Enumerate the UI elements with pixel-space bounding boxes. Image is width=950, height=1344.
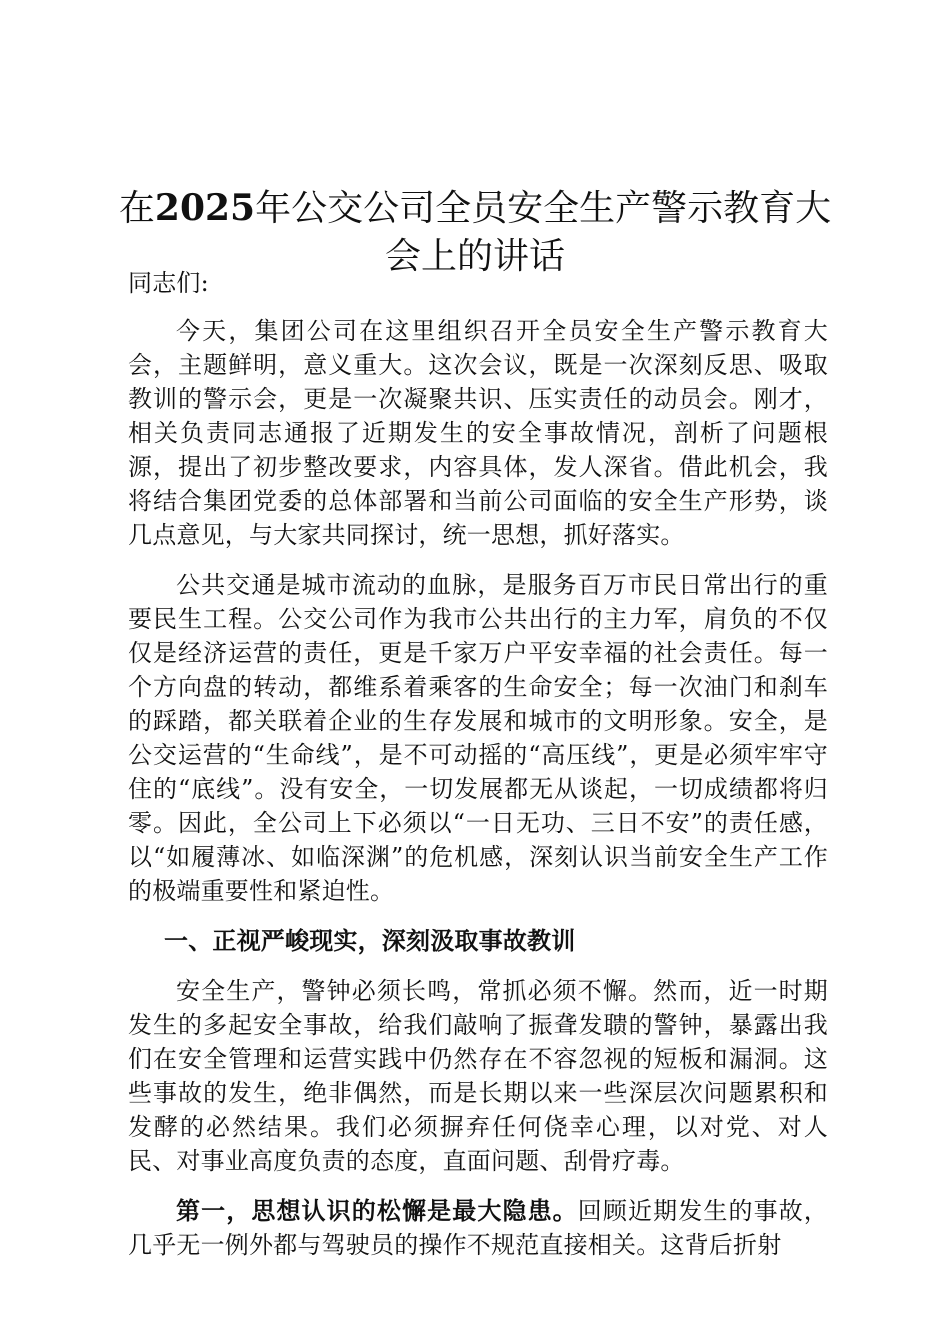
paragraph-point-one <box>128 1194 828 1262</box>
title-prefix: 在 <box>118 188 155 230</box>
paragraph-section-intro: 安全生产，警钟必须长鸣，常抓必须不懈。然而，近一时期发生的多起安全事故，给我们敲响了振聋发聩的警钟，暴露出我们在安全管理和运营实践中仍然存在不容忽视的短板和漏洞。这些事故的发生，绝非偶然，而是长期以来一些深层次问题累积和发酵的必然结果。我们必须摒弃任何侥幸心理，以对党、对人民、对事业高度负责的态度，直面问题、刮骨疗毒。 <box>128 977 828 1175</box>
paragraph-public-transit: 公共交通是城市流动的血脉，是服务百万市民日常出行的重要民生工程。公交公司作为我市公共出行的主力军，肩负的不仅仅是经济运营的责任，更是千家万户平安幸福的社会责任。每一个方向盘的转动，都维系着乘客的生命安全；每一次油门和刹车的踩踏，都关联着企业的生存发展和城市的文明形象。安全，是公交运营的“生命线”，是不可动摇的“高压线”，更是必须牢牢守住的“底线”。没有安全，一切发展都无从谈起，一切成绩都将归零。因此，全公司上下必须以“一日无功、三日不安”的责任感，以“如履薄冰、如临深渊”的危机感，深刻认识当前安全生产工作的极端重要性和紧迫性。 <box>128 571 828 905</box>
point-lead: 第一，思想认识的松懈是最大隐患。 <box>176 1196 578 1225</box>
greeting: 同志们: <box>128 269 209 297</box>
title-rest: 年公交公司全员安全生产警示教育大会上的讲话 <box>255 188 832 278</box>
section-heading: 一、正视严峻现实，深刻汲取事故教训 <box>164 926 576 955</box>
title-year: 2025 <box>154 187 256 230</box>
point-text: 回顾近期发生的事故，几乎无一例外都与驾驶员的操作不规范直接相关。这背后折射 <box>128 1197 829 1259</box>
document-body <box>128 266 828 1278</box>
paragraph-opening: 今天，集团公司在这里组织召开全员安全生产警示教育大会，主题鲜明，意义重大。这次会议，既是一次深刻反思、吸取教训的警示会，更是一次凝聚共识、压实责任的动员会。刚才，相关负责同志通报了近期发生的安全事故情况，剖析了问题根源，提出了初步整改要求，内容具体，发人深省。借此机会，我将结合集团党委的总体部署和当前公司面临的安全生产形势，谈几点意见，与大家共同探讨，统一思想，抓好落实。 <box>128 317 828 549</box>
